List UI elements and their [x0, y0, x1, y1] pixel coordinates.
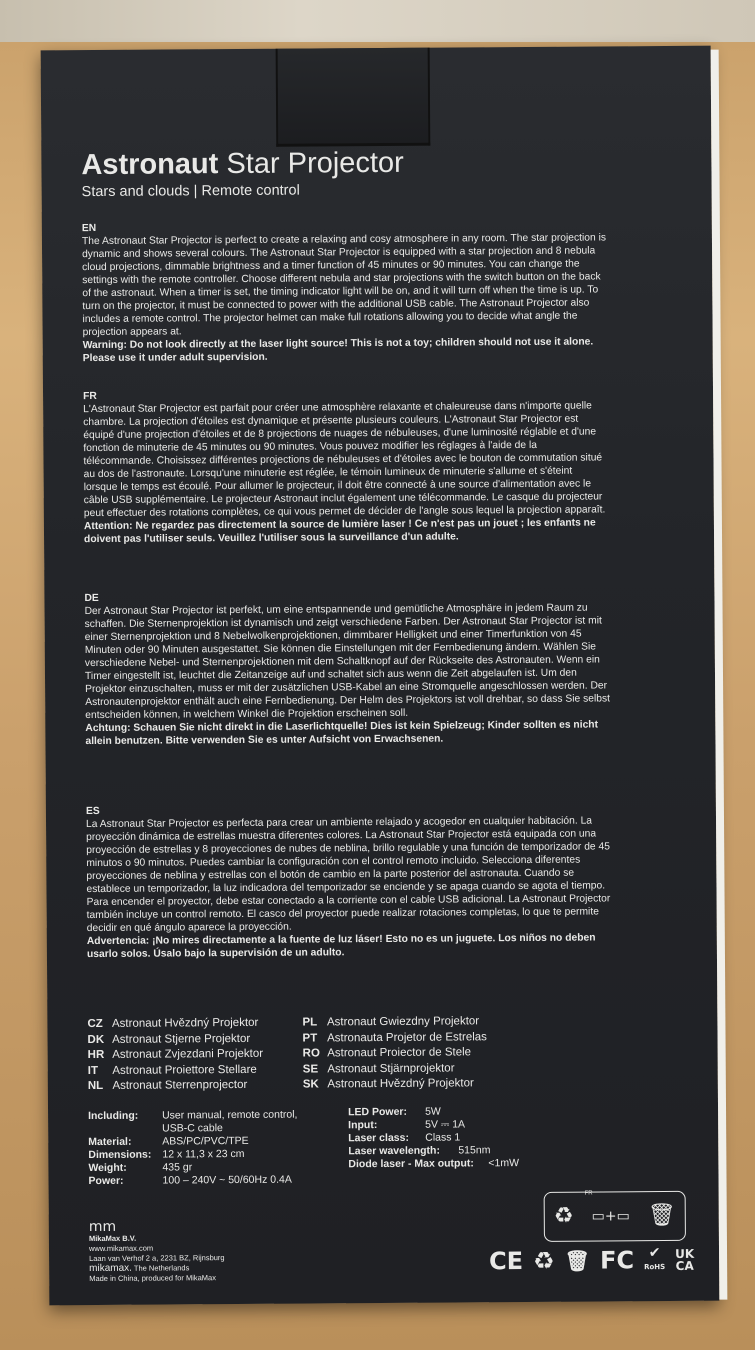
ukca-top: UK	[675, 1246, 695, 1261]
company-info	[89, 1219, 225, 1284]
product-names-left	[87, 1016, 263, 1095]
recycle-person-icon: ♻	[553, 1203, 574, 1229]
spec-value: 515nm	[458, 1144, 491, 1157]
spec-row	[88, 1108, 333, 1136]
specs-right	[348, 1105, 578, 1172]
weee-bin-icon: 🗑	[564, 1248, 591, 1273]
bin-icon: 🗑	[647, 1202, 676, 1229]
lang-name: Astronaut Proiettore Stellare	[112, 1063, 257, 1077]
lang-code: CZ	[87, 1017, 103, 1031]
mikamax-logo: mm	[88, 1218, 117, 1236]
product-box	[41, 46, 720, 1306]
company-brand: mikamax.	[89, 1262, 132, 1275]
spec-value: <1mW	[488, 1157, 520, 1170]
product-name-row	[302, 1014, 486, 1031]
company-country: The Netherlands	[133, 1263, 190, 1273]
ukca-mark	[675, 1248, 694, 1272]
spec-value: 100 – 240V ~ 50/60Hz 0.4A	[162, 1173, 292, 1187]
background-wall	[0, 0, 755, 42]
section-text: L'Astronaut Star Projector est parfait pour créer une atmosphère relaxante et chaleureuse dans n'importe quelle chambre. La projection d'étoiles est dynamique et présente plusieurs couleurs. L'Astronaut Star Projector est équipé d'une projection d'étoiles et de 8 projections de nuages de nébuleuses, d'une luminosité réglable et d'une fonction de minuterie de 45 minutes ou 90 minutes. Vous pouvez modifier les réglages à l'aide de la télécommande. Choisissez différentes projections de nébuleuses et d'étoiles avec le bouton de commutation situé au dos de l'astronaute. Lorsqu'une minuterie est réglée, le témoin lumineux de minuterie s'allume et s'éteint lorsque le temps est écoulé. Pour allumer le projecteur, il doit être connecté à une source d'alimentation avec le câble USB supplémentaire. Le projecteur Astronaut inclut également une télécommande. Le casque du projecteur peut effectuer des rotations complètes, ce qui vous permet de décider de l'angle sous lequel la projection apparaît.	[83, 400, 606, 520]
section-en	[82, 218, 608, 365]
product-name-row	[87, 1031, 263, 1048]
battery-plus-icon: ▭+▭	[591, 1208, 630, 1225]
specs-left	[88, 1108, 334, 1188]
spec-key: Including:	[88, 1109, 139, 1123]
box-edge	[711, 50, 728, 1300]
section-warning: Advertencia: ¡No mires directamente a la fuente de luz láser! Esto no es un juguete. Los niños no deben usarlo solos. Úsalo bajo la supervisión de un adulto.	[86, 932, 596, 961]
section-text: The Astronaut Star Projector is perfect to create a relaxing and cosy atmosphere in any room. The star projection is dynamic and shows several colours. The Astronaut Star Projector is equipped with a star projection and 8 nebula cloud projections, dimmable brightness and a timer function of 45 minutes or 90 minutes. You can change the settings with the remote controller. Choose different nebula and star projections with the switch button on the back of the astronaut. When a timer is set, the timing indicator light will be on, and it will turn off when the time is up. To turn on the projector, it must be connected to power with the additional USB cable. The Astronaut Projector also includes a remote control. The projector helmet can make full rotations allowing you to decide what angle the projection appears at.	[81, 232, 607, 339]
made-in-text: Made in China, produced for MikaMax	[89, 1273, 216, 1284]
recycle-icon: ♻	[533, 1246, 555, 1275]
section-warning: Achtung: Schauen Sie nicht direkt in die Laserlichtquelle! Dies ist kein Spielzeug; Kinder sollten es nicht allein benutzen. Bitte verwenden Sie es unter Aufsicht von Erwachsenen.	[85, 719, 599, 748]
company-website: www.mikamax.com	[88, 1243, 154, 1254]
lang-name: Astronauta Projetor de Estrelas	[327, 1030, 487, 1044]
company-address: Laan van Verhof 2 a, 2231 BZ, Rijnsburg	[89, 1253, 225, 1264]
lang-code: PT	[302, 1031, 318, 1045]
lang-name: Astronaut Hvězdný Projektor	[327, 1077, 474, 1091]
lang-code: SK	[302, 1078, 319, 1091]
lang-code: RO	[302, 1047, 320, 1060]
lang-name: Astronaut Hvězdný Projektor	[111, 1016, 259, 1030]
section-es	[86, 801, 612, 961]
spec-key: Power:	[88, 1174, 124, 1188]
section-code: DE	[84, 592, 99, 605]
lang-code: PL	[302, 1016, 318, 1029]
lang-code: SE	[302, 1062, 319, 1076]
spec-value: Class 1	[425, 1131, 461, 1144]
lang-code: NL	[87, 1079, 104, 1093]
lang-code: HR	[87, 1048, 105, 1062]
spec-key: Weight:	[88, 1161, 127, 1175]
product-subtitle: Stars and clouds | Remote control	[81, 182, 300, 201]
section-code: EN	[81, 222, 97, 235]
lang-code: DK	[87, 1033, 105, 1046]
product-name-row	[303, 1061, 487, 1078]
certification-marks	[489, 1246, 694, 1275]
lang-name: Astronaut Stjerne Projektor	[112, 1032, 251, 1046]
spec-value: 12 x 11,3 x 23 cm	[162, 1147, 245, 1161]
ukca-bottom: CA	[675, 1258, 694, 1273]
rohs-label: RoHS	[644, 1263, 666, 1272]
spec-row	[88, 1173, 333, 1188]
product-name-row	[302, 1030, 486, 1047]
lang-name: Astronaut Zvjezdani Projektor	[112, 1047, 264, 1061]
spec-value: ABS/PC/PVC/TPE	[162, 1134, 249, 1148]
product-names-right	[302, 1014, 487, 1093]
product-name-row	[88, 1062, 264, 1079]
spec-value: User manual, remote control, USB-C cable	[162, 1108, 298, 1135]
product-name-row	[88, 1047, 264, 1064]
spec-key: Laser class:	[348, 1131, 409, 1145]
recycling-info-box	[544, 1191, 686, 1242]
section-code: ES	[85, 805, 100, 818]
spec-key: LED Power:	[348, 1105, 408, 1119]
fc-mark: FC	[599, 1246, 635, 1275]
lang-name: Astronaut Stjärnprojektor	[327, 1061, 455, 1075]
lang-name: Astronaut Sterrenprojector	[112, 1078, 248, 1092]
section-code: FR	[83, 390, 97, 403]
product-name-row	[303, 1076, 487, 1093]
section-warning: Attention: Ne regardez pas directement la source de lumière laser ! Ce n'est pas un jouet ; les enfants ne doivent pas l'utiliser seuls. Veuillez l'utiliser sous la surveillance d'un adulte.	[83, 517, 596, 546]
company-name: MikaMax B.V.	[88, 1233, 137, 1244]
section-text: Der Astronaut Star Projector ist perfekt, um eine entspannende und gemütliche Atmosphäre in jedem Raum zu schaffen. Die Sternenprojektion ist dynamisch und zeigt verschiedene Farben. Der Astronaut Star Projector ist mit einer Sternenprojektion und 8 Nebelwolkenprojektionen, dimmbarer Helligkeit und einer Timerfunktion von 45 Minuten oder 90 Minuten ausgestattet. Sie können die Einstellungen mit der Fernbedienung ändern. Wählen Sie verschiedene Nebel- und Sternenprojektionen mit dem Schaltknopf auf der Rückseite des Astronauten. Wenn ein Timer eingestellt ist, leuchtet die Zeitanzeige auf und schaltet sich aus wenn die Zeit abgelaufen ist. Um den Projektor einzuschalten, muss er mit der zusätzlichen USB-Kabel an eine Stromquelle angeschlossen werden. Der Astronautenprojektor enthält auch eine Fernbedienung. Der Helm des Projektors ist voll drehbar, so dass Sie selbst entscheiden können, in welchem Winkel die Projektion erscheinen soll.	[84, 602, 611, 722]
spec-value: 435 gr	[162, 1161, 193, 1174]
spec-key: Dimensions:	[88, 1148, 152, 1162]
title-rest: Star Projector	[218, 146, 404, 181]
spec-key: Material:	[88, 1135, 132, 1149]
spec-value: 5V ⎓ 1A	[425, 1118, 466, 1131]
rohs-mark: ✔ RoHS	[644, 1246, 665, 1274]
section-warning: Warning: Do not look directly at the laser light source! This is not a toy; children should not use it alone. Please use it under adult supervision.	[82, 336, 594, 365]
spec-key: Laser wavelength:	[348, 1144, 440, 1158]
ce-mark: CE	[488, 1247, 524, 1276]
lang-code: IT	[87, 1064, 99, 1077]
spec-row	[348, 1157, 578, 1172]
lang-name: Astronaut Gwiezdny Projektor	[326, 1015, 480, 1029]
product-name-row	[303, 1045, 487, 1062]
section-fr	[83, 386, 609, 546]
box-tab	[276, 48, 431, 147]
section-de	[84, 588, 610, 748]
product-name-row	[88, 1078, 264, 1095]
product-title	[81, 146, 404, 182]
spec-key: Diode laser - Max output:	[348, 1157, 474, 1171]
lang-name: Astronaut Proiector de Stele	[327, 1046, 472, 1060]
spec-value: 5W	[425, 1105, 441, 1118]
section-text: La Astronaut Star Projector es perfecta para crear un ambiente relajado y acogedor en cualquier habitación. La proyección dinámica de estrellas muestra diferentes colores. La Astronaut Star Projector está equipada con una proyección de estrellas y 8 proyecciones de nubes de neblina, brillo regulable y una función de temporizador de 45 minutos o 90 minutos. Puedes cambiar la configuración con el control remoto incluido. Selecciona diferentes proyecciones de neblina y estrellas con el botón de cambio en la parte posterior del astronauta. Cuando se establece un temporizador, la luz indicadora del temporizador se enciende y se apaga cuando se agota el tiempo. Para encender el proyector, debe estar conectado a la corriente con el cable USB adicional. La Astronaut Projector también incluye un control remoto. El casco del proyector puede realizar rotaciones completas, lo que te permite decidir en qué ángulo aparece la proyección.	[85, 815, 611, 935]
recycle-label: FR	[584, 1190, 593, 1197]
title-bold: Astronaut	[81, 148, 219, 182]
product-name-row	[87, 1016, 263, 1033]
spec-key: Input:	[348, 1119, 378, 1132]
